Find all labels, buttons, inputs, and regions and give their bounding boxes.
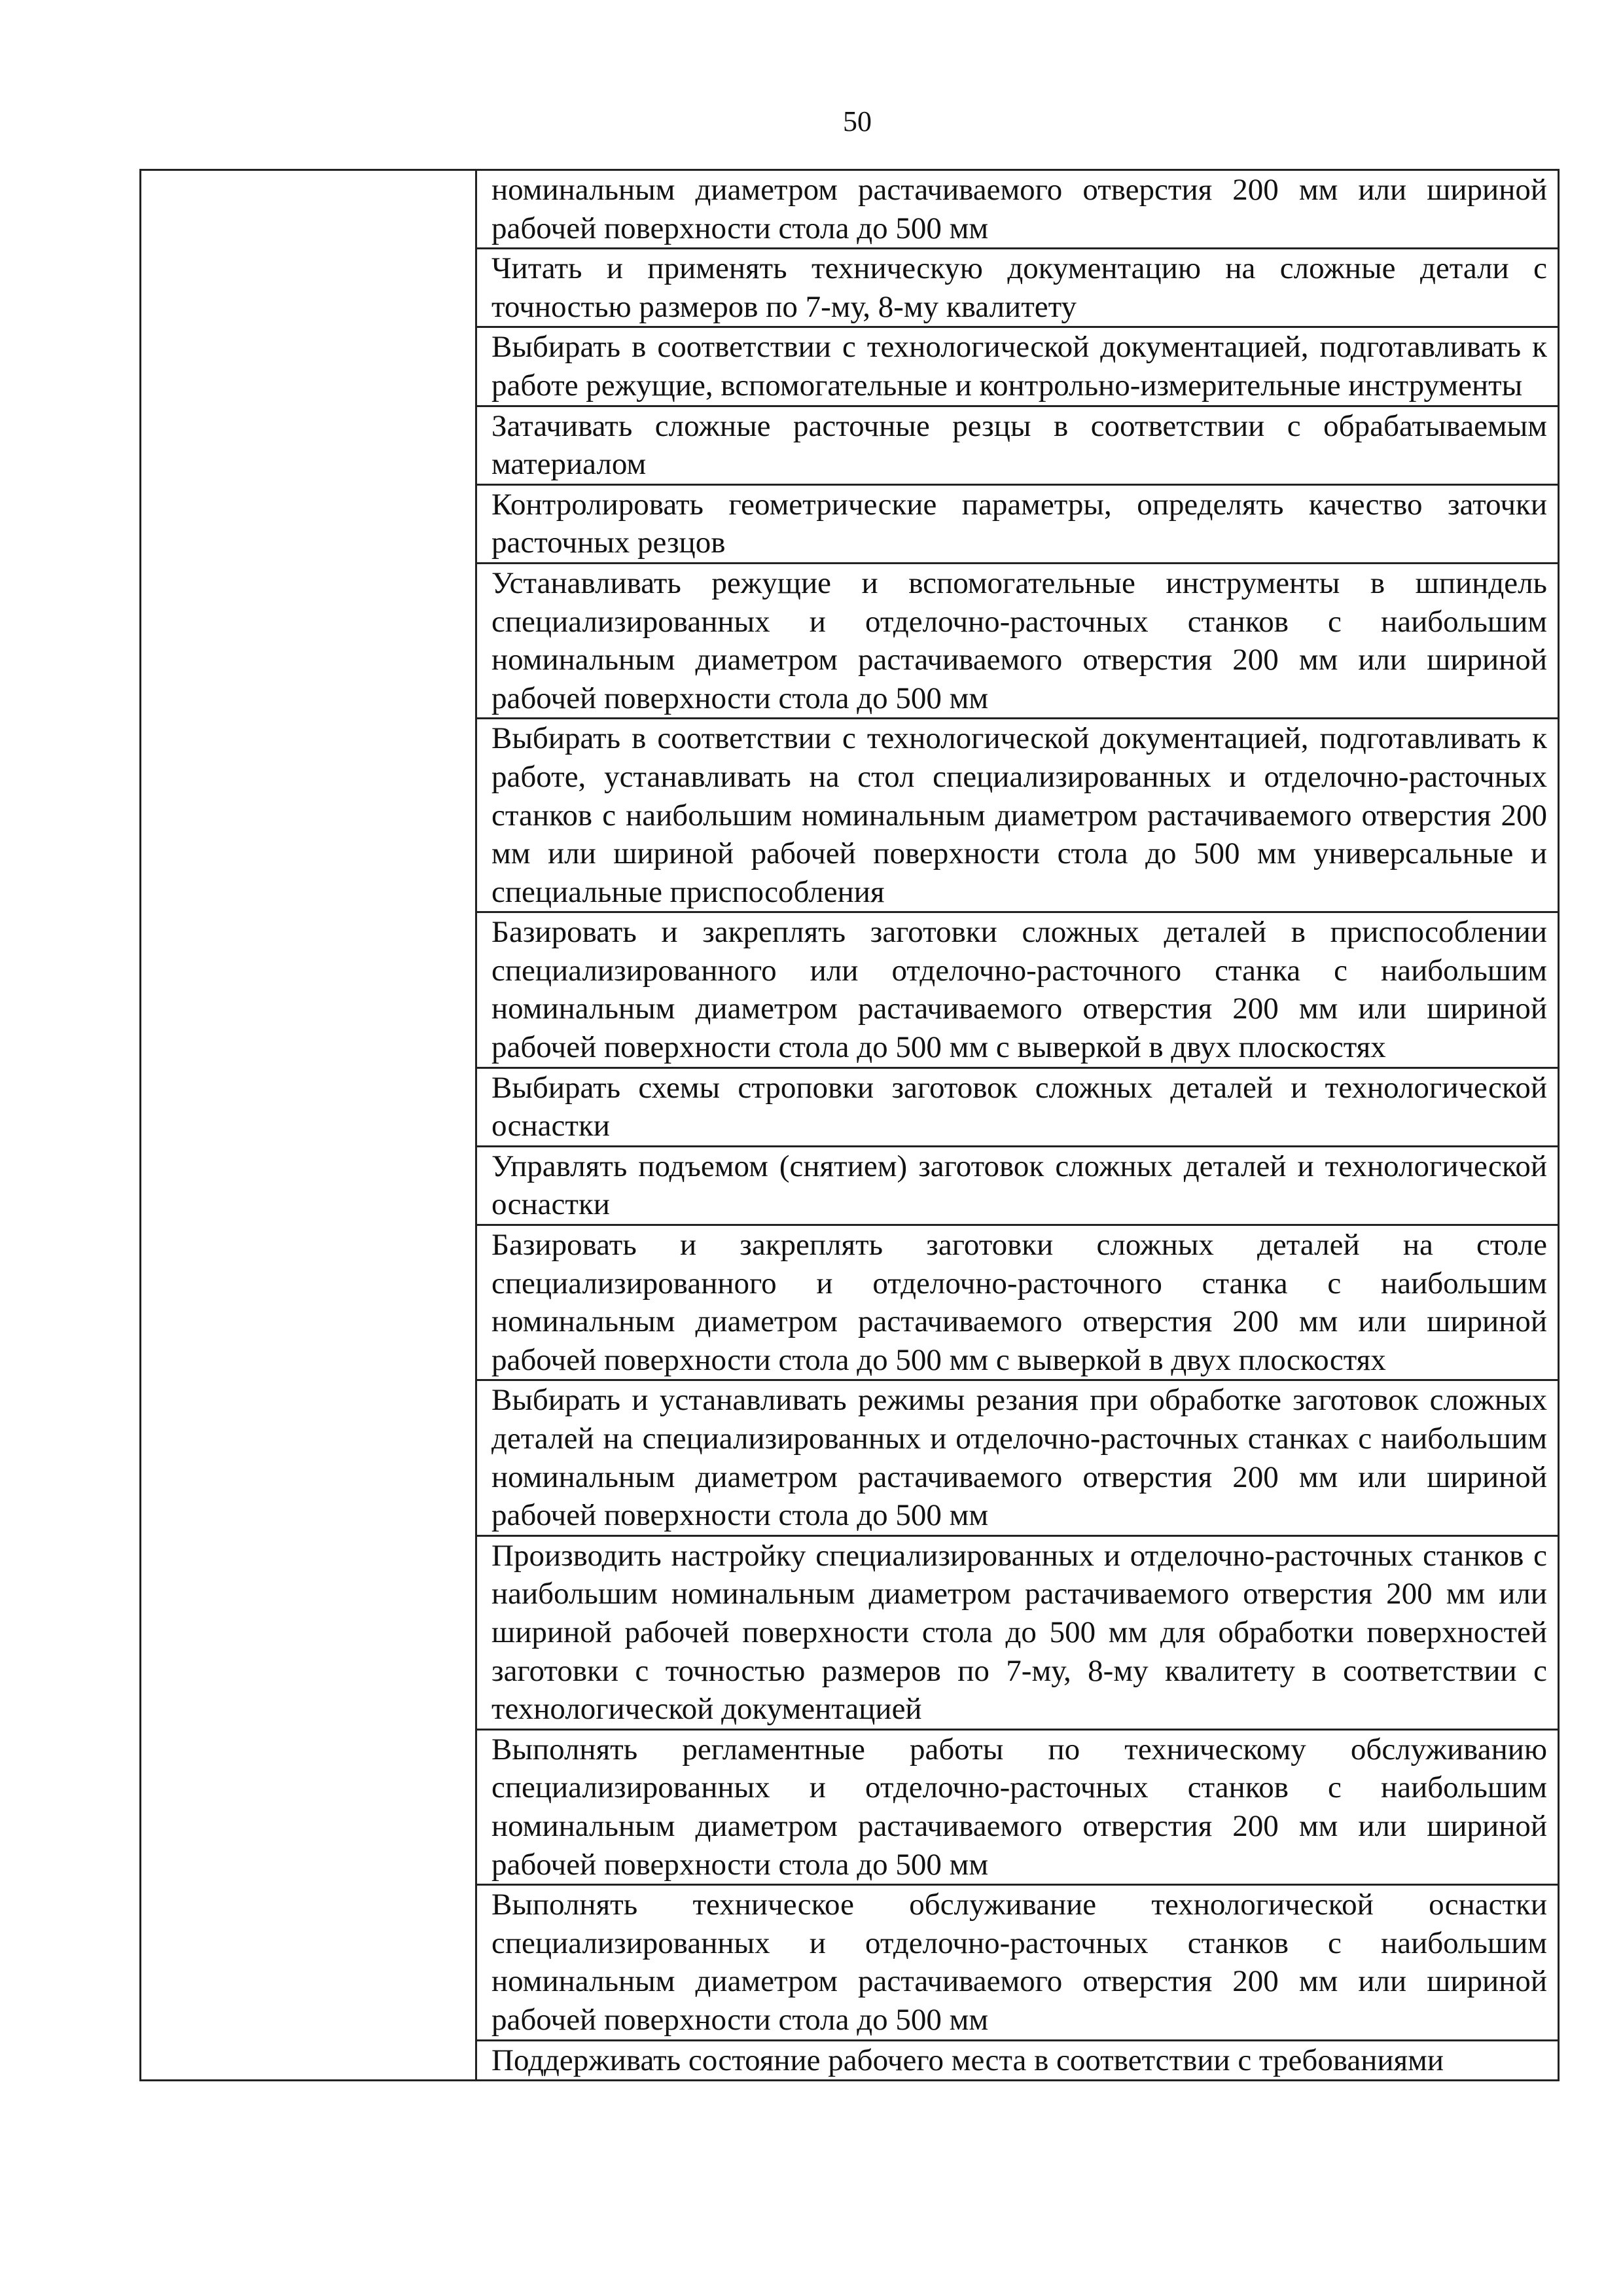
skill-cell: Затачивать сложные расточные резцы в соответствии с обрабатываемым материалом bbox=[476, 406, 1559, 484]
skill-cell: Базировать и закреплять заготовки сложных деталей на столе специализированного и отделочно-расточного станка с наибольшим номинальным диаметром растачиваемого отверстия 200 мм или шириной рабочей поверхности стола до 500 мм с выверкой в двух плоскостях bbox=[476, 1225, 1559, 1380]
skill-cell: Производить настройку специализированных и отделочно-расточных станков с наибольшим номинальным диаметром растачиваемого отверстия 200 мм или шириной рабочей поверхности стола до 500 мм для обработки поверхностей заготовки с точностью размеров по 7-му, 8-му квалитету в соответствии с технологической документацией bbox=[476, 1535, 1559, 1729]
skill-cell: Читать и применять техническую документацию на сложные детали с точностью размеров по 7-му, 8-му квалитету bbox=[476, 249, 1559, 327]
skill-cell: Контролировать геометрические параметры, определять качество заточки расточных резцов bbox=[476, 484, 1559, 563]
empty-label-cell bbox=[141, 170, 476, 2081]
skill-cell: Базировать и закреплять заготовки сложных деталей в приспособлении специализированного или отделочно-расточного станка с наибольшим номинальным диаметром растачиваемого отверстия 200 мм или шириной рабочей поверхности стола до 500 мм с выверкой в двух плоскостях bbox=[476, 912, 1559, 1067]
skill-cell: Поддерживать состояние рабочего места в соответствии с требованиями bbox=[476, 2040, 1559, 2081]
skill-cell: номинальным диаметром растачиваемого отверстия 200 мм или шириной рабочей поверхности стола до 500 мм bbox=[476, 170, 1559, 249]
page-number: 50 bbox=[843, 105, 872, 137]
skill-cell: Выбирать схемы строповки заготовок сложных деталей и технологической оснастки bbox=[476, 1067, 1559, 1146]
skill-cell: Устанавливать режущие и вспомогательные инструменты в шпиндель специализированных и отделочно-расточных станков с наибольшим номинальным диаметром растачиваемого отверстия 200 мм или шириной рабочей поверхности стола до 500 мм bbox=[476, 563, 1559, 718]
table-row bbox=[141, 170, 1559, 249]
skill-cell: Выбирать в соответствии с технологической документацией, подготавливать к работе, устанавливать на стол специализированных и отделочно-расточных станков с наибольшим номинальным диаметром растачиваемого отверстия 200 мм или шириной рабочей поверхности стола до 500 мм универсальные и специальные приспособления bbox=[476, 719, 1559, 912]
skills-table bbox=[139, 169, 1560, 2081]
skill-cell: Выбирать и устанавливать режимы резания при обработке заготовок сложных деталей на специализированных и отделочно-расточных станках с наибольшим номинальным диаметром растачиваемого отверстия 200 мм или шириной рабочей поверхности стола до 500 мм bbox=[476, 1380, 1559, 1535]
skill-cell: Выбирать в соответствии с технологической документацией, подготавливать к работе режущие, вспомогательные и контрольно-измерительные инструменты bbox=[476, 327, 1559, 406]
skill-cell: Выполнять регламентные работы по техническому обслуживанию специализированных и отделочно-расточных станков с наибольшим номинальным диаметром растачиваемого отверстия 200 мм или шириной рабочей поверхности стола до 500 мм bbox=[476, 1729, 1559, 1884]
skill-cell: Управлять подъемом (снятием) заготовок сложных деталей и технологической оснастки bbox=[476, 1146, 1559, 1225]
skill-cell: Выполнять техническое обслуживание технологической оснастки специализированных и отделочно-расточных станков с наибольшим номинальным диаметром растачиваемого отверстия 200 мм или шириной рабочей поверхности стола до 500 мм bbox=[476, 1885, 1559, 2040]
